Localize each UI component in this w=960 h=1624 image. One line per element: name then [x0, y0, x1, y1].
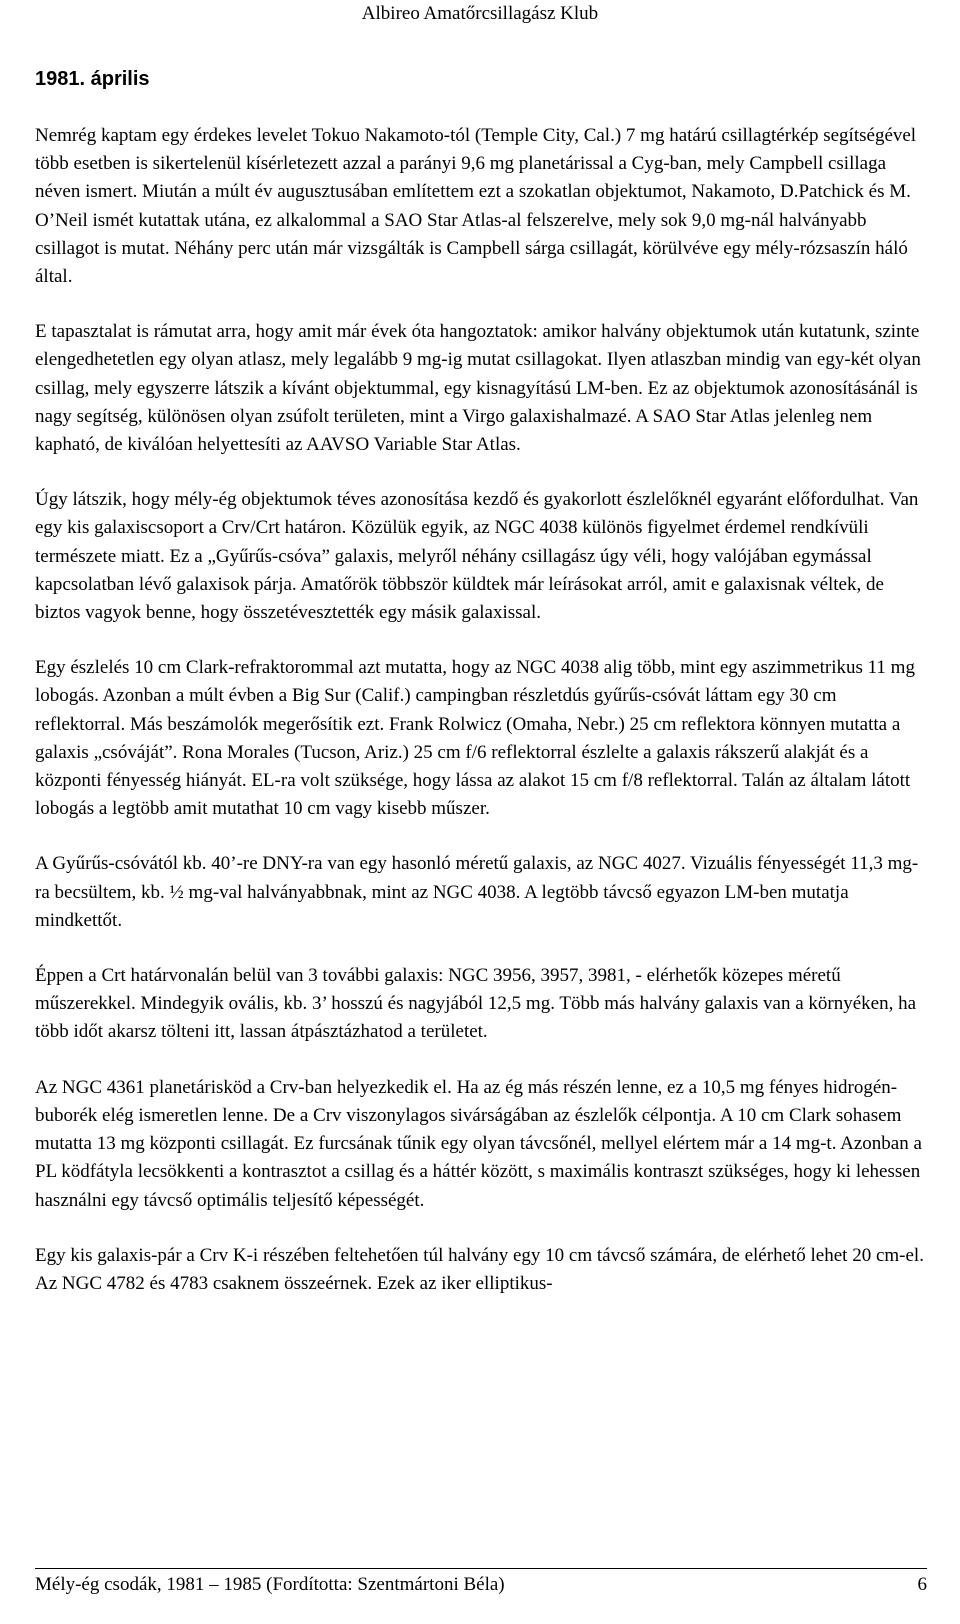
paragraph-1: Nemrég kaptam egy érdekes levelet Tokuo Nakamoto-tól (Temple City, Cal.) 7 mg határú csillagtérkép segítségével több esetben is sikertelenül kísérletezett azzal a parányi 9,6 mg planetárissal a Cyg-ban, mely Campbell csillaga néven ismert. Miután a múlt év augusztusában említettem ezt a szokatlan objektumot, Nakamoto, D.Patchick és M. O’Neil ismét kutattak utána, ez alkalommal a SAO Star Atlas-al felszerelve, mely sok 9,0 mg-nál halványabb csillagot is mutat. Néhány perc után már vizsgálták is Campbell sárga csillagát, körülvéve egy mély-rózsaszín háló által. — [35, 125, 917, 288]
page-footer — [35, 1573, 927, 1597]
paragraph-2: E tapasztalat is rámutat arra, hogy amit már évek óta hangoztatok: amikor halvány objektumok után kutatunk, szinte elengedhetetlen egy olyan atlasz, mely legalább 9 mg-ig mutat csillagokat. Ilyen atlaszban mindig van egy-két olyan csillag, mely egyszerre látszik a kívánt objektummal, egy kisnagyítású LM-ben. Ez az objektumok azonosításánál is nagy segítség, különösen olyan zsúfolt területen, mint a Virgo galaxishalmazé. A SAO Star Atlas jelenleg nem kapható, de kiválóan helyettesíti az AAVSO Variable Star Atlas. — [35, 321, 921, 456]
page-number: 6 — [917, 1574, 927, 1595]
footer-divider — [35, 1568, 927, 1569]
date-heading: 1981. április — [35, 68, 150, 90]
paragraph-3: Úgy látszik, hogy mély-ég objektumok téves azonosítása kezdő és gyakorlott észlelőknél egyaránt előfordulhat. Van egy kis galaxiscsoport a Crv/Crt határon. Közülük egyik, az NGC 4038 különös figyelmet érdemel rendkívüli természete miatt. Ez a „Gyűrűs-csóva” galaxis, melyről néhány csillagász úgy véli, hogy valójában egymással kapcsolatban lévő galaxisok párja. Amatőrök többször küldtek már leírásokat arról, amit e galaxisnak véltek, de biztos vagyok benne, hogy összetévesztették egy másik galaxissal. — [35, 489, 919, 624]
document-body — [35, 66, 927, 1325]
paragraph-7: Az NGC 4361 planetáriskö‍d a Crv-ban helyezkedik el. Ha az ég más részén lenne, ez a 10,5 mg fényes hidrogén-buborék elég ismeretlen lenne. De a Crv viszonylagos sivárságában az észlelők célpontja. A 10 cm Clark sohasem mutatta 13 mg központi csillagát. Ez furcsának tűnik egy olyan távcsőnél, mellyel elértem már a 14 mg-t. Azonban a PL ködfátyla lecsökkenti a kontrasztot a csillag és a háttér között, s maximális kontraszt szükséges, hogy ki lehessen használni egy távcső optimális teljesítő képességét. — [35, 1076, 922, 1211]
running-header: Albireo Amatőrcsillagász Klub — [361, 3, 599, 24]
paragraph-6: Éppen a Crt határvonalán belül van 3 további galaxis: NGC 3956, 3957, 3981, - elérhetők közepes méretű műszerekkel. Mindegyik ovális, kb. 3’ hosszú és nagyjából 12,5 mg. Több más halvány galaxis van a környéken, ha több időt akarsz tölteni itt, lassan átpásztázhatod a területet. — [35, 965, 917, 1043]
paragraph-4: Egy észlelés 10 cm Clark-refraktorommal azt mutatta, hogy az NGC 4038 alig több, mint egy aszimmetrikus 11 mg lobogás. Azonban a múlt évben a Big Sur (Calif.) campingban részletdús gyűrűs-csóvát láttam egy 30 cm reflektorral. Más beszámolók megerősítik ezt. Frank Rolwicz (Omaha, Nebr.) 25 cm reflektora könnyen mutatta a galaxis „csóváját”. Rona Morales (Tucson, Ariz.) 25 cm f/6 reflektorral észlelte a galaxis rákszerű alakját és a központi fényesség hiányát. EL-ra volt szüksége, hogy lássa az alakot 15 cm f/8 reflektorral. Talán az általam látott lobogás a legtöbb amit mutathat 10 cm vagy kisebb műszer. — [35, 657, 915, 820]
footer-source: Mély-ég csodák, 1981 – 1985 (Fordította: Szentmártoni Béla) — [35, 1574, 505, 1595]
paragraph-8: Egy kis galaxis-pár a Crv K-i részében feltehetően túl halvány egy 10 cm távcső számára, de elérhető lehet 20 cm-el. Az NGC 4782 és 4783 csaknem összeérnek. Ezek az iker elliptikus- — [35, 1244, 924, 1294]
paragraph-5: A Gyűrűs-csóvától kb. 40’-re DNY-ra van egy hasonló méretű galaxis, az NGC 4027. Vizuális fényességét 11,3 mg-ra becsültem, kb. ½ mg-val halványabbnak, mint az NGC 4038. A legtöbb távcső egyazon LM-ben mutatja mindkettőt. — [35, 853, 919, 931]
